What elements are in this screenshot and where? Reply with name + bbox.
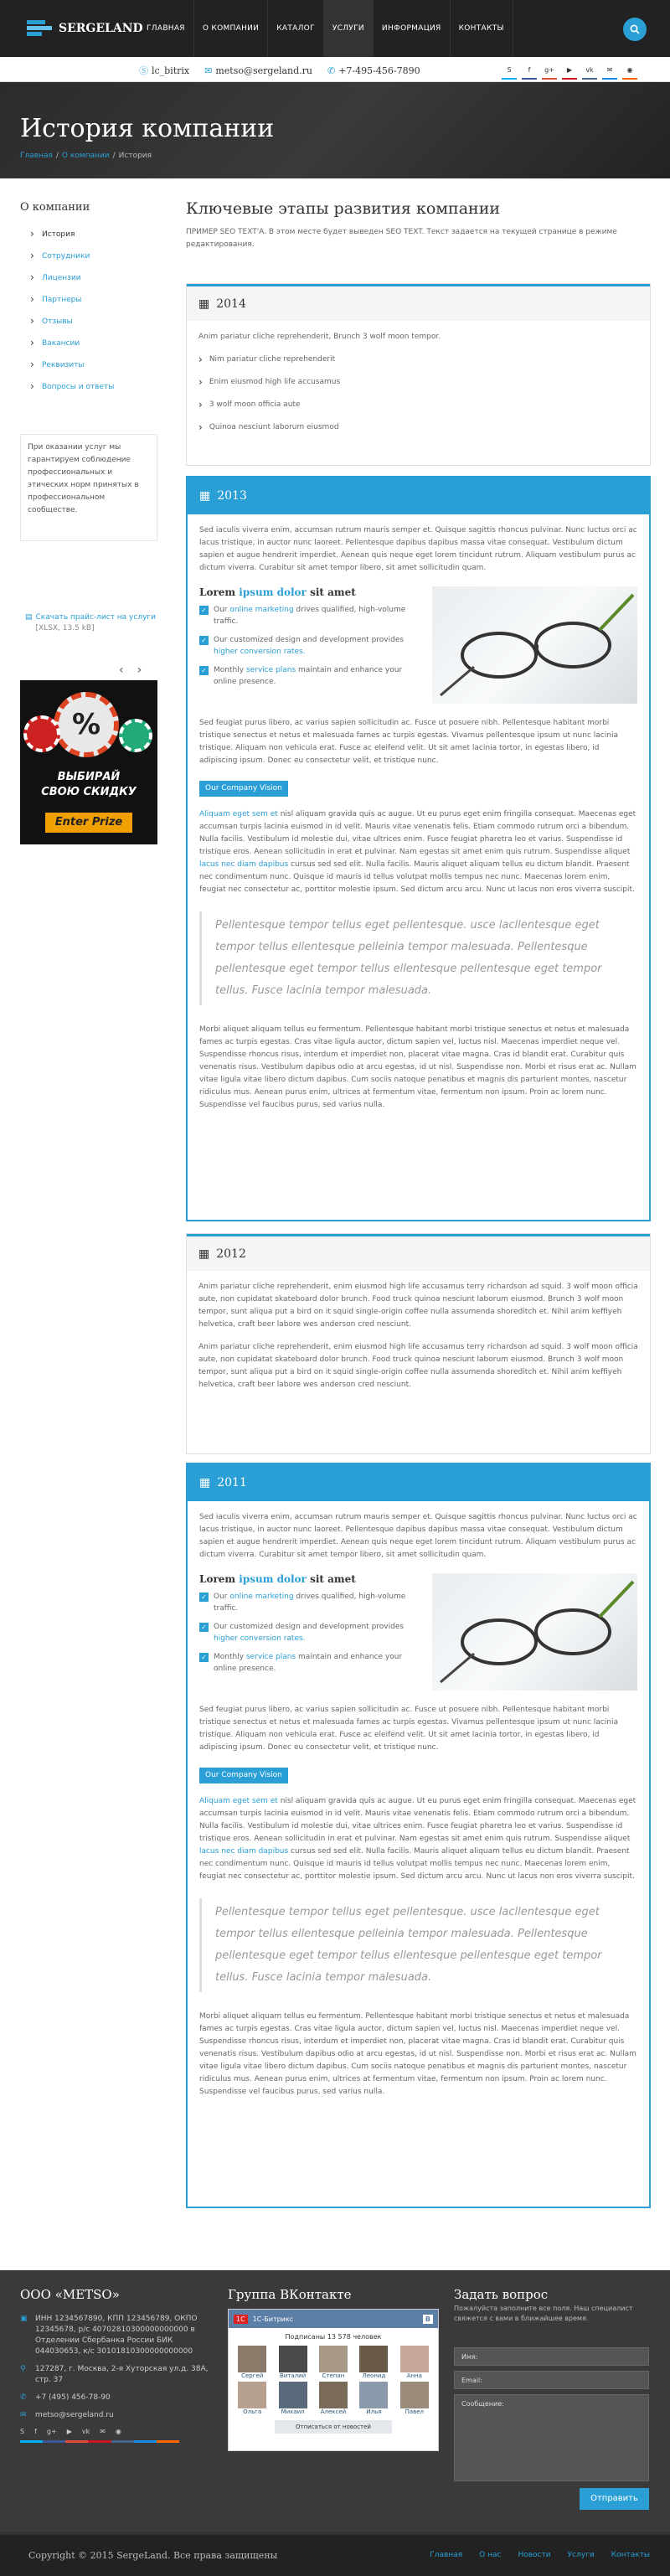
list-item: › 3 wolf moon officia aute bbox=[198, 399, 638, 411]
google-plus-icon[interactable]: g+ bbox=[46, 2428, 57, 2435]
avatar[interactable] bbox=[319, 2346, 348, 2372]
name-field[interactable]: Имя: bbox=[454, 2347, 649, 2366]
search-icon bbox=[630, 24, 640, 34]
paragraph: Sed iaculis viverra enim, accumsan rutrum mauris semper et. Quisque sagittis rhoncus pulvinar. Nunc luctus orci ac lacus tristique, in auctor nunc laoreet. Pellentesque dapibus dapibus massa vitae consequat. Vestibulum dictum sapien et augue hendrerit imperdiet. Aenean quis neque eget lorem tincidunt rutrum. Aliquam vestibulum purus ac dictum viverra. Curabitur sit amet tempor libero, sit amet sollicitudin quam. bbox=[199, 1513, 637, 1559]
avatar[interactable] bbox=[400, 2382, 429, 2408]
conversion-link[interactable]: higher conversion rates. bbox=[214, 1634, 306, 1643]
email-link[interactable]: metso@sergeland.ru bbox=[215, 65, 312, 76]
price-list-meta: [XLSX, 13.5 kB] bbox=[35, 624, 95, 632]
paragraph: Morbi aliquet aliquam tellus eu fermentum. Pellentesque habitant morbi tristique senectus et netus et malesuada fames ac turpis egestas. Cras vitae ligula auctor, dictum sapien vel, luctus nisl. Maecenas imperdiet neque vel. Suspendisse rhoncus risus, interdum et imperdiet non, placerat vitae magna. Cras id blandit erat. Curabitur quis venenatis risus. Vestibulum dapibus odio at arcu egestas, id ut nisl. Suspendisse non. Morbi et risus erat ac. Nullam vitae ligula vitae libero dictum dapibus. Cum sociis natoque penatibus et magnis dis parturient montes, nascetur ridiculus mus. Aenean purus enim, ultrices at fermentum vitae, fermentum non ipsum. Proin ac lorem nunc. Suspendisse vel faucibus purus, sed varius nulla. bbox=[199, 2012, 636, 2096]
page-title: История компании bbox=[20, 114, 275, 143]
avatar[interactable] bbox=[400, 2346, 429, 2372]
vk-icon[interactable]: vk bbox=[81, 2428, 90, 2435]
feature-item: Our customized design and development provides higher conversion rates. bbox=[214, 1623, 405, 1643]
facebook-icon[interactable]: f bbox=[34, 2428, 37, 2435]
ask-text: Пожалуйста заполните все поля. Наш специалист свяжется с вами в ближайшее время. bbox=[454, 2305, 633, 2322]
glasses-image bbox=[432, 1573, 637, 1691]
feature-item: Our customized design and development provides higher conversion rates. bbox=[214, 636, 405, 656]
feature-item: Monthly service plans maintain and enhance your online presence. bbox=[214, 1653, 403, 1673]
footer-nav bbox=[430, 2551, 650, 2559]
check-icon: ✓ bbox=[199, 1593, 209, 1602]
chevron-left-icon[interactable]: ‹ bbox=[119, 663, 124, 677]
nav-contacts[interactable]: КОНТАКТЫ bbox=[451, 0, 513, 57]
conversion-link[interactable]: higher conversion rates. bbox=[214, 648, 306, 656]
paragraph: Aliquam eget sem et nisl aliquam gravida quis ac augue. Ut eu purus eget enim fringilla consequat. Maecenas eget accumsan turpis lacinia euismod in id velit. Mauris vitae venenatis felis. Etiam commodo rutrum orci a bibendum. Nulla facilis. Vestibulum id molestie dui, vitae ultrices enim. Fusce feugiat pharetra leo et varius. Suspendisse id tristique eros. Aenean sollicitudin in erat et pulvinar. Nam egestas sit amet enim quis rutrum. Suspendisse aliquet lacus nec diam dapibus cursus sed sed elit. Nulla facilis. Mauris aliquet aliquam tellus eu dictum blandit. Praesent nec condimentum nunc. Quisque id mauris id tellus volutpat mollis tempus nec nunc. Maecenas lorem enim, feugiat nec consectetur ac, porttitor molestie ipsum. Sed dictum arcu arcu. Nunc ut lacus non eros viverra suscipit. bbox=[199, 810, 636, 894]
sidebar-item-faq[interactable]: › Вопросы и ответы bbox=[30, 376, 159, 398]
nav-catalog[interactable]: КАТАЛОГ bbox=[268, 0, 324, 57]
vk-icon[interactable]: vk bbox=[580, 62, 600, 77]
price-list-link[interactable] bbox=[25, 612, 159, 634]
mail-icon: ✉ bbox=[20, 2411, 27, 2419]
mail-social-icon[interactable]: ✉ bbox=[600, 62, 620, 77]
chip-green-icon bbox=[119, 719, 152, 752]
feature-item: Monthly service plans maintain and enhance your online presence. bbox=[214, 666, 403, 686]
ask-title: Задать вопрос bbox=[454, 2287, 549, 2302]
check-icon: ✓ bbox=[199, 666, 209, 675]
footer-phone[interactable]: +7 (495) 456-78-90 bbox=[35, 2393, 111, 2402]
year-panel-2014[interactable] bbox=[186, 283, 651, 466]
phone-link[interactable]: +7-495-456-7890 bbox=[338, 65, 420, 76]
avatar[interactable] bbox=[238, 2346, 266, 2372]
feature-heading: Lorem ipsum dolor sit amet bbox=[199, 586, 356, 598]
paragraph: Sed feugiat purus libero, ac varius sapien sollicitudin ac. Fusce ut posuere nibh. Pellentesque habitant morbi tristique senectus et netus et malesuada fames ac turpis egestas. Vivamus pellentesque ipsum ut nunc lacinia tristique. Aliquam non vehicula erat. Fusce ac eleifend velit. Ut sit amet lacinia tortor, in egestas libero, id adipiscing ipsum. Donec eu consectetur velit, et tristique nunc. bbox=[199, 1706, 618, 1752]
rss-icon[interactable]: ◉ bbox=[620, 62, 640, 77]
vk-widget-title: Группа ВКонтакте bbox=[228, 2287, 352, 2302]
aliquam-link[interactable]: Aliquam eget sem et bbox=[199, 1797, 278, 1805]
sidebar-heading: О компании bbox=[20, 201, 90, 214]
discount-banner[interactable] bbox=[20, 680, 157, 844]
sidebar-item-vacancies[interactable]: › Вакансии bbox=[30, 333, 159, 354]
vk-group-name[interactable]: 1С-Битрикс bbox=[252, 2315, 294, 2323]
crumb-about[interactable]: О компании bbox=[61, 152, 110, 160]
contact-bar bbox=[0, 57, 670, 82]
blockquote: Pellentesque tempor tellus eget pellentesque. usce lacllentesque eget tempor tellus ellentesque pelleinia tempor malesuada. Pellentesque pellentesque eget tempor tellus ellentesque pellentesque eget tempor tellus. Fusce lacinia tempor malesuada. bbox=[199, 1898, 637, 1992]
price-list-label: Скачать прайс-лист на услуги bbox=[35, 613, 156, 622]
facebook-icon[interactable]: f bbox=[519, 62, 539, 77]
footer-social bbox=[20, 2428, 209, 2435]
paragraph: Sed feugiat purus libero, ac varius sapien sollicitudin ac. Fusce ut posuere nibh. Pellentesque habitant morbi tristique senectus et netus et malesuada fames ac turpis egestas. Vivamus pellentesque ipsum ut nunc lacinia tristique. Aliquam non vehicula erat. Fusce ac eleifend velit. Ut sit amet lacinia tortor, in egestas libero, id adipiscing ipsum. Donec eu consectetur velit, et tristique nunc. bbox=[199, 719, 618, 765]
blockquote: Pellentesque tempor tellus eget pellentesque. usce lacllentesque eget tempor tellus ellentesque pelleinia tempor malesuada. Pellentesque pellentesque eget tempor tellus ellentesque pellentesque eget tempor tellus. Fusce lacinia tempor malesuada. bbox=[199, 911, 637, 1005]
copyright-text: Copyright © 2015 SergeLand. Все права защищены bbox=[28, 2550, 278, 2561]
search-button[interactable] bbox=[623, 18, 647, 41]
calendar-icon: ▦ bbox=[199, 1476, 211, 1489]
online-marketing-link[interactable]: online marketing bbox=[229, 606, 294, 614]
year-title-2014: 2014 bbox=[216, 297, 246, 311]
service-plans-link[interactable]: service plans bbox=[245, 666, 296, 674]
calendar-icon: ▦ bbox=[198, 1247, 210, 1261]
youtube-icon[interactable]: ▶ bbox=[66, 2428, 72, 2435]
footer-link-home[interactable]: Главная bbox=[430, 2551, 463, 2559]
rss-icon[interactable]: ◉ bbox=[115, 2428, 121, 2435]
year-panel-2012[interactable] bbox=[186, 1233, 651, 1454]
avatar[interactable] bbox=[359, 2382, 388, 2408]
vk-unsubscribe-button[interactable]: Отписаться от новостей bbox=[275, 2420, 392, 2434]
paragraph: Aliquam eget sem et nisl aliquam gravida quis ac augue. Ut eu purus eget enim fringilla consequat. Maecenas eget accumsan turpis lacinia euismod in id velit. Mauris vitae venenatis felis. Etiam commodo rutrum orci a bibendum. Nulla facilis. Vestibulum id molestie dui, vitae ultrices enim. Fusce feugiat pharetra leo et varius. Suspendisse id tristique eros. Aenean sollicitudin in erat et pulvinar. Nam egestas sit amet enim quis rutrum. Suspendisse aliquet lacus nec diam dapibus cursus sed sed elit. Nulla facilis. Mauris aliquet aliquam tellus eu dictum blandit. Praesent nec condimentum nunc. Quisque id mauris id tellus volutpat mollis tempus nec nunc. Maecenas lorem enim, feugiat nec consectetur ac, porttitor molestie ipsum. Sed dictum arcu arcu. Nunc ut lacus non eros viverra suscipit. bbox=[199, 1797, 636, 1881]
avatar[interactable] bbox=[279, 2382, 307, 2408]
nav-info[interactable]: ИНФОРМАЦИЯ bbox=[374, 0, 451, 57]
dapibus-link[interactable]: lacus nec diam dapibus bbox=[199, 860, 289, 869]
mail-icon: ✉ bbox=[204, 65, 213, 76]
chevron-right-icon[interactable]: › bbox=[137, 663, 142, 677]
logo[interactable] bbox=[27, 18, 143, 39]
glasses-image bbox=[432, 586, 637, 704]
avatar[interactable] bbox=[238, 2382, 266, 2408]
avatar[interactable] bbox=[319, 2382, 348, 2408]
main-content bbox=[186, 199, 651, 251]
footer-requisites: ИНН 1234567890, КПП 123456789, ОКПО 12345678, р/с 40702810300000000000 в Отделении Сбербанка России БИК 044030653, к/с 30101810300000000000 bbox=[35, 2315, 198, 2356]
skype-link[interactable]: lc_bitrix bbox=[152, 65, 190, 76]
check-icon: ✓ bbox=[199, 606, 209, 615]
file-icon: ▤ bbox=[25, 613, 33, 622]
paragraph: Anim pariatur cliche reprehenderit, enim eiusmod high life accusamus terry richardson ad squid. 3 wolf moon officia aute, non cupidatat skateboard dolor brunch. Food truck quinoa nesciunt laborum eiusmod. Brunch 3 wolf moon tempor, sunt aliqua put a bird on it squid single-origin coffee nulla assumenda shoreditch et. Nihil anim keffiyeh helvetica, craft beer labore wes anderson cred nesciunt. bbox=[198, 1343, 638, 1389]
banner-line3: Enter Prize bbox=[45, 813, 132, 833]
skype-icon: Ⓢ bbox=[139, 65, 148, 76]
footer-link-about[interactable]: О нас bbox=[479, 2551, 502, 2559]
year-title-2011: 2011 bbox=[217, 1476, 247, 1489]
message-field[interactable]: Сообщение: bbox=[454, 2394, 649, 2481]
percent-chip-icon: % bbox=[54, 692, 119, 757]
id-card-icon: ▣ bbox=[20, 2315, 28, 2323]
main-title: Ключевые этапы развития компании bbox=[186, 199, 501, 218]
youtube-icon[interactable]: ▶ bbox=[559, 62, 580, 77]
year-2014-intro: Anim pariatur cliche reprehenderit, Brunch 3 wolf moon tempor. bbox=[198, 333, 441, 341]
sidebar-item-history[interactable]: › История bbox=[30, 224, 159, 245]
sidebar-item-staff[interactable]: › Сотрудники bbox=[30, 245, 159, 267]
year-title-2012: 2012 bbox=[216, 1247, 246, 1261]
year-title-2013: 2013 bbox=[217, 489, 247, 503]
sidebar-item-reviews[interactable]: › Отзывы bbox=[30, 311, 159, 333]
bitrix-logo-icon: 1C bbox=[234, 2315, 248, 2324]
skype-icon[interactable]: S bbox=[20, 2428, 25, 2435]
main-nav bbox=[138, 0, 513, 57]
check-icon: ✓ bbox=[199, 636, 209, 645]
footer-link-contacts[interactable]: Контакты bbox=[611, 2551, 650, 2559]
nav-home[interactable]: ГЛАВНАЯ bbox=[138, 0, 194, 57]
sidebar-item-licenses[interactable]: › Лицензии bbox=[30, 267, 159, 289]
footer-link-news[interactable]: Новости bbox=[518, 2551, 551, 2559]
copyright-bar bbox=[0, 2532, 670, 2576]
vk-subscribers: Подписаны 13 578 человек bbox=[285, 2333, 382, 2341]
mail-icon[interactable]: ✉ bbox=[100, 2428, 106, 2435]
online-marketing-link[interactable]: online marketing bbox=[229, 1593, 294, 1601]
aliquam-link[interactable]: Aliquam eget sem et bbox=[199, 810, 278, 818]
chip-red-icon bbox=[23, 715, 60, 752]
footer-company: ООО «METSO» bbox=[20, 2287, 120, 2302]
footer bbox=[0, 2270, 670, 2576]
footer-link-services[interactable]: Услуги bbox=[567, 2551, 595, 2559]
sidebar bbox=[20, 201, 159, 398]
feature-item: Our online marketing drives qualified, high-volume traffic. bbox=[214, 1593, 406, 1613]
vk-members: Сергей Виталий Степан Леонид Анна Ольга Михаил Алексей Илья Павел bbox=[229, 2346, 438, 2415]
nav-services[interactable]: УСЛУГИ bbox=[324, 0, 374, 57]
seo-text: ПРИМЕР SEO TEXT'A. В этом месте будет выведен SEO TEXT. Текст задается на текущей странице в режиме редактирования. bbox=[186, 228, 617, 249]
map-marker-icon: ⚲ bbox=[20, 2365, 26, 2373]
logo-mark-icon bbox=[27, 18, 55, 39]
year-panel-2011[interactable] bbox=[186, 1463, 651, 2208]
paragraph: Sed iaculis viverra enim, accumsan rutrum mauris semper et. Quisque sagittis rhoncus pulvinar. Nunc luctus orci ac lacus tristique, in auctor nunc laoreet. Pellentesque dapibus dapibus massa vitae consequat. Vestibulum dictum sapien et augue hendrerit imperdiet. Aenean quis neque eget lorem tincidunt rutrum. Aliquam vestibulum purus ac dictum viverra. Curabitur sit amet tempor libero, sit amet sollicitudin quam. bbox=[199, 526, 637, 572]
nav-about[interactable]: О КОМПАНИИ bbox=[194, 0, 268, 57]
list-item: › Enim eiusmod high life accusamus bbox=[198, 376, 638, 389]
email-field[interactable]: Email: bbox=[454, 2371, 649, 2389]
calendar-icon: ▦ bbox=[198, 297, 210, 311]
google-plus-icon[interactable]: g+ bbox=[539, 62, 559, 77]
list-item: › Quinoa nesciunt laborum eiusmod bbox=[198, 421, 638, 434]
top-navbar bbox=[0, 0, 670, 57]
avatar[interactable] bbox=[359, 2346, 388, 2372]
logo-text: SERGELAND bbox=[59, 22, 143, 35]
crumb-current: История bbox=[118, 152, 152, 160]
send-button[interactable]: Отправить bbox=[580, 2488, 649, 2510]
feature-item: Our online marketing drives qualified, high-volume traffic. bbox=[214, 606, 406, 626]
dapibus-link[interactable]: lacus nec diam dapibus bbox=[199, 1847, 289, 1856]
vision-badge: Our Company Vision bbox=[199, 1768, 288, 1784]
vk-logo-icon: В bbox=[423, 2315, 433, 2324]
check-icon: ✓ bbox=[199, 1653, 209, 1662]
footer-address: 127287, г. Москва, 2-я Хуторская ул.д. 38А, стр. 37 bbox=[35, 2365, 209, 2384]
page-hero bbox=[0, 82, 670, 178]
breadcrumb: Главная / О компании / История bbox=[20, 152, 152, 160]
banner-arrows bbox=[119, 663, 142, 677]
footer-email[interactable]: metso@sergeland.ru bbox=[35, 2411, 114, 2419]
avatar[interactable] bbox=[279, 2346, 307, 2372]
skype-social-icon[interactable]: S bbox=[499, 62, 519, 77]
promo-text: При оказании услуг мы гарантируем соблюдение профессиональных и этических норм принятых в профессиональном сообществе. bbox=[20, 434, 157, 541]
paragraph: Anim pariatur cliche reprehenderit, enim eiusmod high life accusamus terry richardson ad squid. 3 wolf moon officia aute, non cupidatat skateboard dolor brunch. Food truck quinoa nesciunt laborum eiusmod. Brunch 3 wolf moon tempor, sunt aliqua put a bird on it squid single-origin coffee nulla assumenda shoreditch et. Nihil anim keffiyeh helvetica, craft beer labore wes anderson cred nesciunt. bbox=[198, 1283, 638, 1329]
sidebar-item-partners[interactable]: › Партнеры bbox=[30, 289, 159, 311]
social-links bbox=[499, 62, 640, 77]
service-plans-link[interactable]: service plans bbox=[245, 1653, 296, 1661]
paragraph: Morbi aliquet aliquam tellus eu fermentum. Pellentesque habitant morbi tristique senectus et netus et malesuada fames ac turpis egestas. Cras vitae ligula auctor, dictum sapien vel, luctus nisl. Maecenas imperdiet neque vel. Suspendisse rhoncus risus, interdum et imperdiet non, placerat vitae magna. Cras id blandit erat. Curabitur quis venenatis risus. Vestibulum dapibus odio at arcu egestas, id ut nisl. Suspendisse non. Morbi et risus erat ac. Nullam vitae ligula vitae libero dictum dapibus. Cum sociis natoque penatibus et magnis dis parturient montes, nascetur ridiculus mus. Aenean purus enim, ultrices at fermentum vitae, fermentum non ipsum. Proin ac lorem nunc. Suspendisse vel faucibus purus, sed varius nulla. bbox=[199, 1025, 636, 1109]
phone-icon: ✆ bbox=[327, 65, 336, 76]
vision-badge: Our Company Vision bbox=[199, 781, 288, 797]
phone-icon: ✆ bbox=[20, 2393, 27, 2402]
year-panel-2013[interactable] bbox=[186, 476, 651, 1221]
banner-line2: СВОЮ СКИДКУ bbox=[41, 786, 137, 798]
feature-heading: Lorem ipsum dolor sit amet bbox=[199, 1573, 356, 1585]
check-icon: ✓ bbox=[199, 1623, 209, 1632]
sidebar-item-requisites[interactable]: › Реквизиты bbox=[30, 354, 159, 376]
crumb-home[interactable]: Главная bbox=[20, 152, 53, 160]
vk-widget bbox=[228, 2309, 439, 2451]
list-item: › Nim pariatur cliche reprehenderit bbox=[198, 354, 638, 366]
banner-line1: ВЫБИРАЙ bbox=[57, 771, 121, 783]
calendar-icon: ▦ bbox=[199, 489, 211, 503]
